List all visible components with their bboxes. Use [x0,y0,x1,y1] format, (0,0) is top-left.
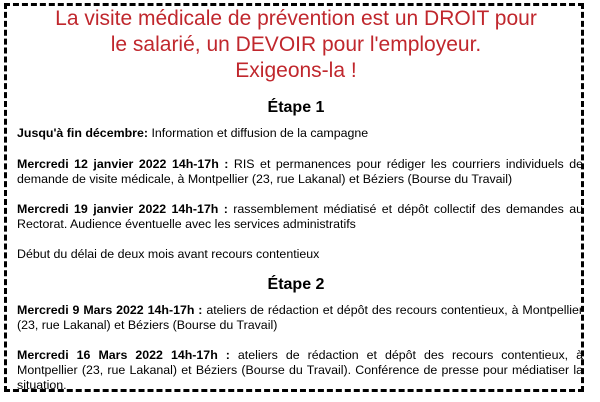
item-text: RIS et permanences pour rédiger les courriers individuels de demande de visite médicale, à Montpellier (23, rue Lakanal) et Béziers (Bourse du Travail) [17,157,583,186]
item-date-label: Jusqu'à fin décembre: [17,126,149,140]
step-1-item-1 [17,126,583,141]
item-text: ateliers de rédaction et dépôt des recours contentieux, à Montpellier (23, rue Lakanal) et Béziers (Bourse du Travail). Conférence de presse pour médiatiser la situation. [17,348,583,392]
step-2-item-2 [17,348,583,393]
item-date-label: Mercredi 9 Mars 2022 14h-17h : [17,303,203,317]
item-text: ateliers de rédaction et dépôt des recours contentieux, à Montpellier (23, rue Lakanal) et Béziers (Bourse du Travail) [17,303,583,332]
item-date-label: Mercredi 16 Mars 2022 14h-17h : [17,348,230,362]
step-2-item-1 [17,303,583,333]
step-1-item-4 [17,247,583,262]
step-1-title: Étape 1 [267,99,325,116]
item-date-label: Mercredi 12 janvier 2022 14h-17h : [17,157,229,171]
item-text: Début du délai de deux mois avant recours contentieux [17,247,320,261]
item-text: Information et diffusion de la campagne [148,126,369,140]
headline-line-2: le salarié, un DEVOIR pour l'employeur. [110,33,482,56]
step-1-item-3 [17,202,583,232]
step-2-title: Étape 2 [267,276,325,293]
headline-line-3: Exigeons-la ! [235,59,357,82]
headline [8,6,584,84]
item-text: rassemblement médiatisé et dépôt collectif des demandes au Rectorat. Audience éventuelle avec les services administratifs [17,202,583,231]
item-date-label: Mercredi 19 janvier 2022 14h-17h : [17,202,228,216]
headline-line-1: La visite médicale de prévention est un DROIT pour [55,7,537,30]
step-1-item-2 [17,157,583,187]
